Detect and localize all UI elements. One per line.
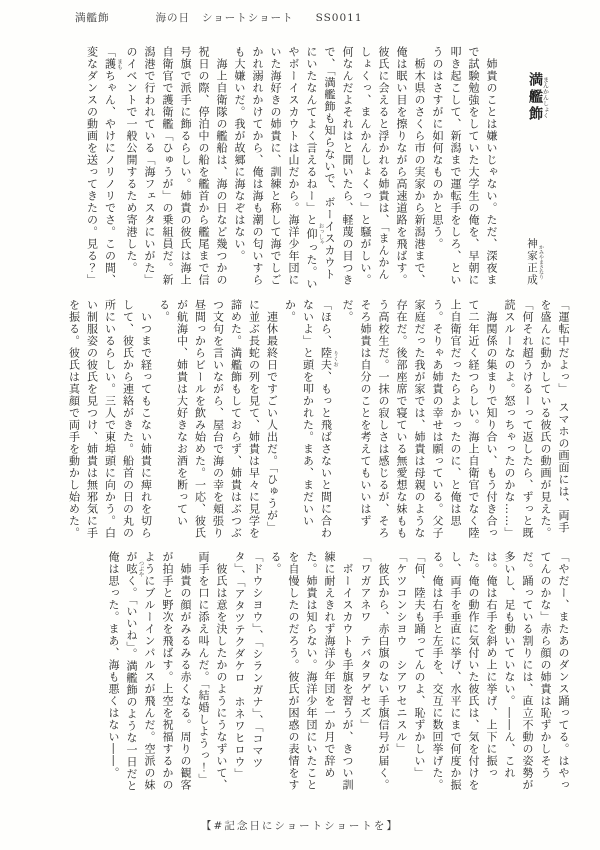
story-paragraph: 「ほら、陸夫 りくお、もっと飛ばさないと間に合わないよ」と頭を叩かれた。まあ、まだいいか。 bbox=[283, 299, 338, 539]
story-paragraph: 海上自衛隊の艦船は、海の日など幾つかの祝日の際、停泊中の船を艦首から艦尾まで信号旗で派手に飾るらしい。姉貴の彼氏は海上自衛官で護衛艦「ひゅうが」の乗組員だ。新潟港で行われている「海フェスタにいがた」のイベントで一般公開するため寄港した。 bbox=[125, 46, 228, 286]
story-paragraph: 「ケツコンシヨウ シアワセニスル」 bbox=[395, 551, 408, 755]
story-paragraph: いつまで経ってもこない姉貴に痺れを切らして、彼氏から連絡がきた。船首の日の丸の所にいるらしい。三人で東埠頭に向かう。白い制服姿の彼氏を見つけ、姉貴は無邪気に手を振る。彼氏は真顔で両手を動かし始めた。 bbox=[67, 299, 153, 539]
story-paragraph: 彼氏は意を決したかのようにうなずいて、両手を口に添え叫んだ。「結婚しようっ！」 bbox=[197, 551, 228, 791]
footer-hashtag: 【#記念日にショートショートを】 bbox=[201, 820, 399, 832]
story-paragraph: 連休最終日ですごい人出だ。「ひゅうが」に並ぶ長蛇の列を見て、姉貴は早々に見学を諦めた。満艦飾もしておらず、姉貴はぶつぶつ文句を言いながら、屋台で海の幸を頬張り昼間っからビールを飲み始めた。一応、彼氏が航海中、姉貴は大好きなお酒を断っている。 bbox=[157, 299, 279, 539]
story-text-block bbox=[62, 299, 572, 543]
text-band-bottom bbox=[62, 551, 572, 795]
story-paragraph: 姉貴の顔がみるみる赤くなる。周りの観客が拍手と野次を飛ばす。上空を祝福するかのようにブルーインパルスが飛んだ。空派の妹が呟 つぶやく。「いいね」。満艦飾のような一日だと俺は思った。まあ、海も悪くはない――。 bbox=[107, 551, 192, 792]
story-title bbox=[524, 72, 548, 123]
story-author-text: 神家正成 bbox=[526, 238, 538, 286]
story-title-text: 満艦飾 bbox=[527, 72, 543, 123]
story-paragraph: 姉貴のことは嫌いじゃない。ただ、深夜まで試験勉強をしていた大学生の俺を、早朝に叩き起こして、新潟まで運転手をしろ、というのはさすがに如何なものかと思う。 bbox=[431, 46, 498, 286]
story-paragraph: 「ワガアネワ テバタヲゲセズ」 bbox=[359, 551, 372, 731]
header-work-title: 満艦飾 bbox=[75, 12, 110, 24]
ruby-annotated-word: 呟 つぶや bbox=[125, 560, 144, 578]
text-band-middle bbox=[62, 299, 572, 543]
story-text-block bbox=[62, 551, 572, 795]
ruby-annotated-word: 陸夫 りくお bbox=[319, 347, 338, 371]
story-paragraph: 海関係の集まりで知り合い、もう付き合って二年近く経つらしい。海上自衛官でなく陸上自衛官だったらよかったのに、と俺は思う。そりゃあ姉貴の幸せは願っている。父子家庭だった我が家では、姉貴は母親のような存在だ。後部座席で寝ている無愛想な妹ももう高校生だ。一抹の寂しさは感じるが、そろそろ姉貴は自分のことを考えてもいいはずだ。 bbox=[341, 299, 498, 539]
story-paragraph: 「ドウシヨウ」、「シランガナ」、「コマツタ」、「アタツテクダケロ ホネワヒロウ」 bbox=[233, 551, 264, 780]
story-paragraph: 彼氏から、赤白旗のない手旗信号が届く。 bbox=[377, 563, 390, 791]
page-footer bbox=[0, 818, 600, 833]
story-paragraph: ボーイスカウトも手旗を習うが、きつい訓練に耐えきれず海洋少年団を一か月で辞めた。姉貴は知らない。海洋少年団にいたことを自慢したのだろう。彼氏が困惑の表情をする。 bbox=[269, 551, 354, 791]
story-text-block bbox=[62, 46, 500, 290]
story-paragraph: 「運転中だよっ」 スマホの画面には、両手を盛んに動かしている彼氏の動画が見えた。 bbox=[539, 299, 570, 539]
story-author bbox=[523, 238, 544, 286]
header-theme: 海の日 bbox=[155, 12, 190, 24]
ruby-annotated-word: 仰 おっしゃ bbox=[305, 223, 324, 245]
story-paragraph: 「やだー、またあのダンス踊ってる。はやってんのかな」赤ら顔の姉貴は恥ずかしそうだ。踊っている割りには、直立不動の姿勢が多いし、足も動いていない。――ん、これは。俺は右手を斜め上に挙げ、上下に振った。俺の動作に気付いた彼氏は、気を付けをし、両手を垂直に挙げ、水平にまで何度か振る。俺は右手と左手を、交互に数回挙げた。 bbox=[431, 551, 570, 791]
story-paragraph: 「何、陸夫も踊ってんのよ、恥ずかしい」 bbox=[413, 551, 426, 779]
story-paragraph: 「護 まもちゃん、やけにノリノリでさ。この間、変なダンスの動画を送ってきたの。見る？」 bbox=[85, 46, 122, 286]
story-paragraph: 「何それ超うけるーって返したら、ずっと既読スルーなのよ。怒っちゃったのかな……」 bbox=[503, 299, 534, 539]
ruby-annotated-word: 護 まも bbox=[103, 58, 122, 70]
story-author-furigana: かみやまさなり bbox=[538, 238, 544, 286]
story-title-furigana: まんかんしょく bbox=[541, 72, 549, 123]
page-header bbox=[75, 10, 580, 25]
text-band-top bbox=[62, 46, 572, 290]
header-manuscript-code: SS0011 bbox=[315, 12, 363, 24]
header-series-label: ショートショート bbox=[202, 12, 294, 24]
story-paragraph: 栃木県のさくら市の実家から新潟港まで、俺は眠い目を擦りながら高速道路を飛ばす。彼氏に会えると浮かれる姉貴は、「まんかんしょくっ、まんかんしょくっ」と騒がしい。何なんだよそれはと聞いたら、軽蔑の目つきで、「満艦飾も知らないで、ボーイスカウトにいたなんてよく言えるねー」と仰 おっしゃった。いやボーイスカウトは山だから。海洋少年団にいた海好きの姉貴に、訓練と称して海でしごかれ溺れかけてから、俺は海も潮の匂いすらも大嫌いだ。我が故郷に海なぞはない。 bbox=[233, 46, 426, 290]
